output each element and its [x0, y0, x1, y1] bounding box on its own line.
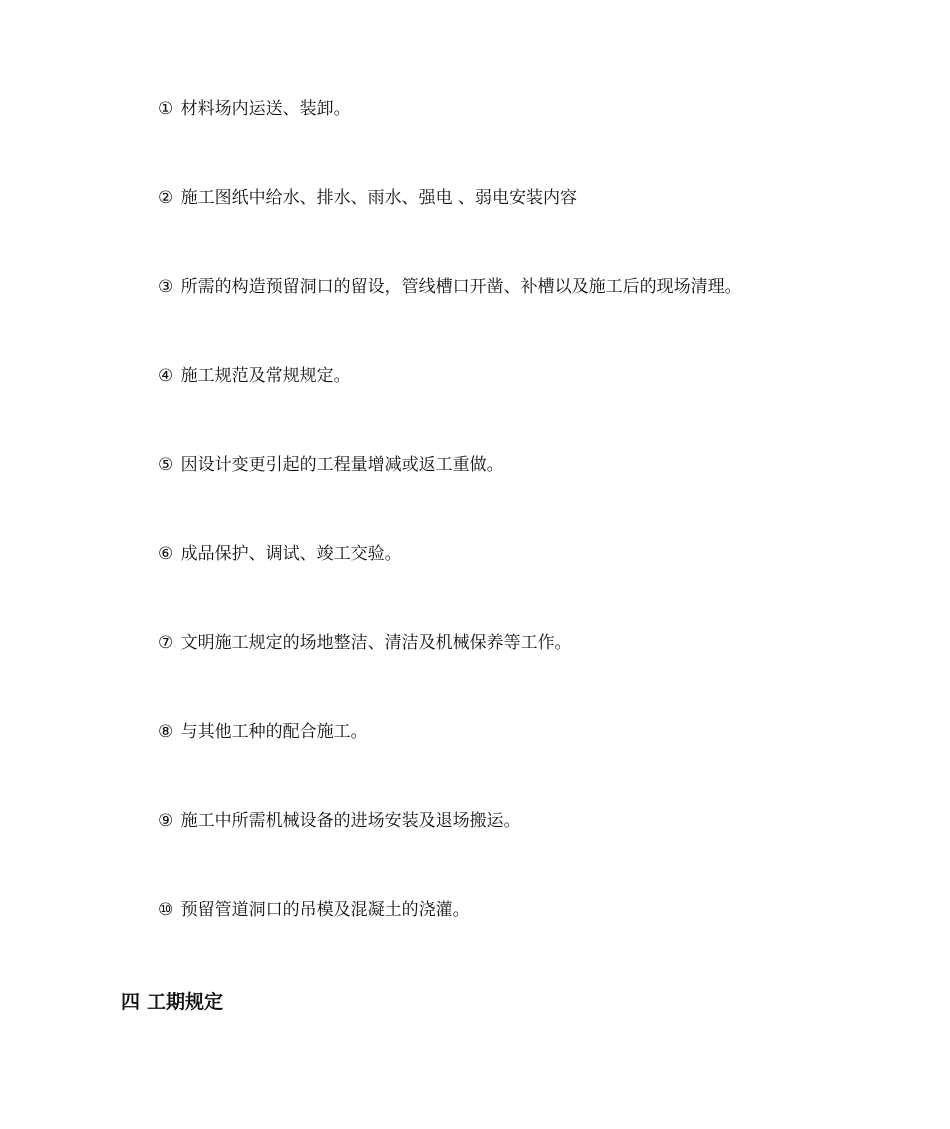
list-item: [158, 809, 742, 898]
item-number: ⑩: [158, 900, 174, 920]
scope-item-list: [158, 97, 742, 987]
section-title: 工期规定: [147, 991, 224, 1013]
section-number: 四: [121, 991, 141, 1013]
list-item: [158, 542, 742, 631]
item-text: 与其他工种的配合施工。: [180, 722, 368, 742]
item-number: ⑧: [158, 722, 174, 742]
item-text: 所需的构造预留洞口的留设，管线槽口开凿、补槽以及施工后的现场清理。: [180, 277, 742, 297]
item-number: ⑥: [158, 544, 174, 564]
item-text: 施工中所需机械设备的进场安装及退场搬运。: [180, 811, 521, 831]
list-item: [158, 720, 742, 809]
item-number: ④: [158, 366, 174, 386]
item-text: 施工规范及常规规定。: [180, 366, 351, 386]
list-item: [158, 631, 742, 720]
list-item: [158, 898, 742, 987]
item-number: ③: [158, 277, 174, 297]
section-heading: [121, 988, 223, 1016]
list-item: [158, 97, 742, 186]
item-text: 施工图纸中给水、排水、雨水、强电 、弱电安装内容: [180, 188, 578, 208]
list-item: [158, 364, 742, 453]
list-item: [158, 275, 742, 364]
item-number: ⑨: [158, 811, 174, 831]
item-number: ⑤: [158, 455, 174, 475]
list-item: [158, 453, 742, 542]
item-text: 成品保护、调试、竣工交验。: [180, 544, 402, 564]
item-number: ⑦: [158, 633, 174, 653]
list-item: [158, 186, 742, 275]
item-number: ①: [158, 99, 174, 119]
item-text: 材料场内运送、装卸。: [180, 99, 351, 119]
item-number: ②: [158, 188, 174, 208]
item-text: 预留管道洞口的吊模及混凝土的浇灌。: [180, 900, 470, 920]
item-text: 文明施工规定的场地整洁、清洁及机械保养等工作。: [180, 633, 572, 653]
item-text: 因设计变更引起的工程量增减或返工重做。: [180, 455, 504, 475]
